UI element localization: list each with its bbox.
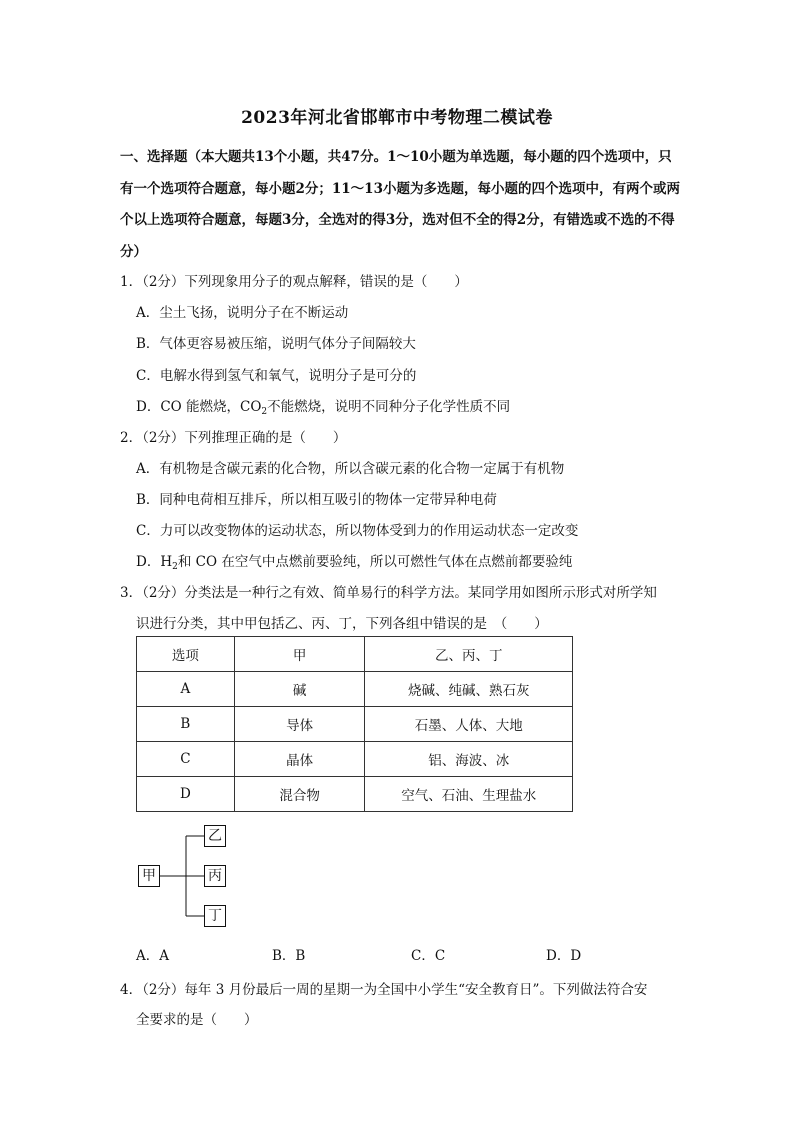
table-row [137, 777, 573, 812]
table-header-cell: 选项 [137, 637, 235, 672]
table-cell: 晶体 [234, 742, 365, 777]
table-cell: B [137, 707, 235, 742]
question-2-option-a: A．有机物是含碳元素的化合物，所以含碳元素的化合物一定属于有机物 [136, 461, 565, 477]
question-3-answer-a: A．A [136, 948, 169, 964]
question-2-option-b: B．同种电荷相互排斥，所以相互吸引的物体一定带异种电荷 [136, 492, 497, 508]
question-1-option-d: D．CO 能燃烧，$CO_2$不能燃烧，说明不同种分子化学性质不同 [136, 399, 511, 417]
question-1-option-c: C．电解水得到氢气和氧气，说明分子是可分的 [136, 368, 417, 384]
table-header-row [137, 637, 573, 672]
question-3-answer-b: B．B [272, 948, 306, 964]
classification-table [136, 636, 573, 812]
table-header-cell: 乙、丙、丁 [365, 637, 573, 672]
exam-title: 2023年河北省邯郸市中考物理二模试卷 [241, 108, 553, 128]
table-cell: 空气、石油、生理盐水 [365, 777, 573, 812]
diagram-node-child-3: 丁 [204, 905, 226, 927]
table-cell: 碱 [234, 672, 365, 707]
table-cell: 混合物 [234, 777, 365, 812]
table-row [137, 672, 573, 707]
question-3-answer-d: D．D [546, 948, 582, 964]
table-cell: D [137, 777, 235, 812]
table-cell: 石墨、人体、大地 [365, 707, 573, 742]
question-1-option-a: A．尘土飞扬，说明分子在不断运动 [136, 305, 349, 321]
table-row [137, 707, 573, 742]
table-row [137, 742, 573, 777]
table-header-cell: 甲 [234, 637, 365, 672]
question-2-stem: 2．（2分）下列推理正确的是（ ） [120, 430, 347, 446]
question-2-option-d: D．$H_2$和 CO 在空气中点燃前要验纯，所以可燃性气体在点燃前都要验纯 [136, 554, 573, 572]
table-cell: C [137, 742, 235, 777]
diagram-node-child-2: 丙 [204, 865, 226, 887]
question-3-stem-line2: 识进行分类，其中甲包括乙、丙、丁，下列各组中错误的是 （ ） [136, 616, 548, 632]
section-heading: 一、选择题（本大题共13个小题，共47分。1～10小题为单选题，每小题的四个选项中，只有一个选项符合题意，每小题2分；11～13小题为多选题，每小题的四个选项中，有两个或两个以上选项符合题意，每题3分，全选对的得3分，选对但不全的得2分，有错选或不选的不得分） [120, 149, 680, 260]
question-4-stem-line1: 4．（2分）每年 3 月份最后一周的星期一为全国中小学生“安全教育日”。下列做法符合安 [120, 982, 648, 998]
question-1-option-b: B．气体更容易被压缩，说明气体分子间隔较大 [136, 336, 416, 352]
question-3-answer-c: C．C [411, 948, 446, 964]
question-4-stem-line2: 全要求的是（ ） [136, 1012, 258, 1028]
table-cell: 导体 [234, 707, 365, 742]
diagram-node-root: 甲 [138, 865, 160, 887]
question-2-option-c: C．力可以改变物体的运动状态，所以物体受到力的作用运动状态一定改变 [136, 523, 579, 539]
diagram-node-child-1: 乙 [204, 825, 226, 847]
table-cell: 铝、海波、冰 [365, 742, 573, 777]
table-cell: A [137, 672, 235, 707]
question-3-stem-line1: 3．（2分）分类法是一种行之有效、简单易行的科学方法。某同学用如图所示形式对所学知 [120, 585, 657, 601]
question-1-stem: 1．（2分）下列现象用分子的观点解释，错误的是（ ） [120, 274, 468, 290]
classification-diagram [136, 818, 236, 930]
table-cell: 烧碱、纯碱、熟石灰 [365, 672, 573, 707]
